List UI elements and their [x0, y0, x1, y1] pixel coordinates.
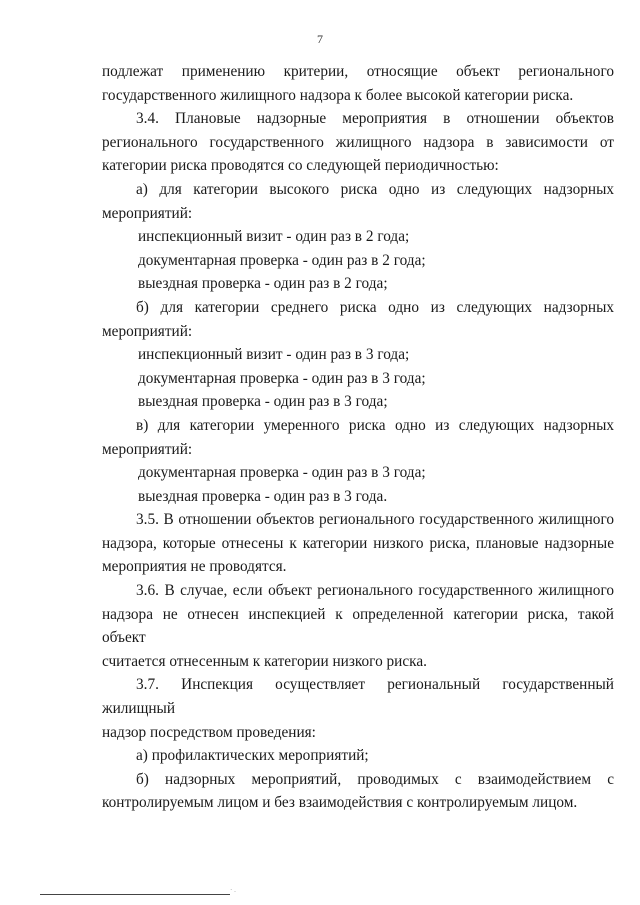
- text-line: инспекционный визит - один раз в 3 года;: [138, 346, 410, 364]
- text-line: 3.5. В отношении объектов регионального государственного жилищного: [136, 511, 614, 529]
- text-line: выездная проверка - один раз в 3 года.: [138, 487, 388, 505]
- text-line: мероприятий:: [102, 204, 193, 222]
- footer-rule: [40, 894, 230, 895]
- text-line: подлежат применению критерии, относящие объект регионального: [102, 63, 614, 80]
- text-line: контролируемым лицом и без взаимодействия с контролируемым лицом.: [102, 794, 578, 812]
- text-line: 3.4. Плановые надзорные мероприятия в отношении объектов: [136, 110, 614, 128]
- footer-mark: · .: [230, 886, 236, 894]
- text-line: категории риска проводятся со следующей периодичностью:: [102, 157, 499, 175]
- text-line: б) для категории среднего риска одно из следующих надзорных: [136, 298, 614, 316]
- text-line: мероприятия не проводятся.: [102, 558, 287, 576]
- text-line: инспекционный визит - один раз в 2 года;: [138, 228, 410, 246]
- text-line: документарная проверка - один раз в 2 года;: [138, 251, 426, 269]
- text-line: государственного жилищного надзора к более высокой категории риска.: [102, 86, 574, 104]
- text-line: выездная проверка - один раз в 3 года;: [138, 393, 388, 411]
- text-line: а) для категории высокого риска одно из следующих надзорных: [136, 180, 614, 198]
- text-line: 3.6. В случае, если объект регионального государственного жилищного: [136, 582, 614, 600]
- text-line: надзора, которые отнесены к категории низкого риска, плановые надзорные: [102, 534, 614, 552]
- text-line: 3.7. Инспекция осуществляет региональный государственный жилищный: [102, 676, 614, 718]
- text-line: считается отнесенным к категории низкого риска.: [102, 652, 427, 670]
- text-line: надзор посредством проведения:: [102, 723, 316, 741]
- text-line: документарная проверка - один раз в 3 года;: [138, 464, 426, 482]
- text-line: б) надзорных мероприятий, проводимых с взаимодействием с: [136, 770, 614, 788]
- text-line: мероприятий:: [102, 440, 193, 458]
- page-number: 7: [317, 32, 323, 46]
- text-line: регионального государственного жилищного надзора в зависимости от: [102, 133, 614, 151]
- text-line: в) для категории умеренного риска одно из следующих надзорных: [136, 416, 614, 434]
- document-body: [102, 60, 614, 815]
- text-line: надзора не отнесен инспекцией к определенной категории риска, такой объект: [102, 605, 614, 647]
- text-line: документарная проверка - один раз в 3 года;: [138, 369, 426, 387]
- text-line: а) профилактических мероприятий;: [136, 747, 369, 765]
- text-line: выездная проверка - один раз в 2 года;: [138, 275, 388, 293]
- text-line: мероприятий:: [102, 322, 193, 340]
